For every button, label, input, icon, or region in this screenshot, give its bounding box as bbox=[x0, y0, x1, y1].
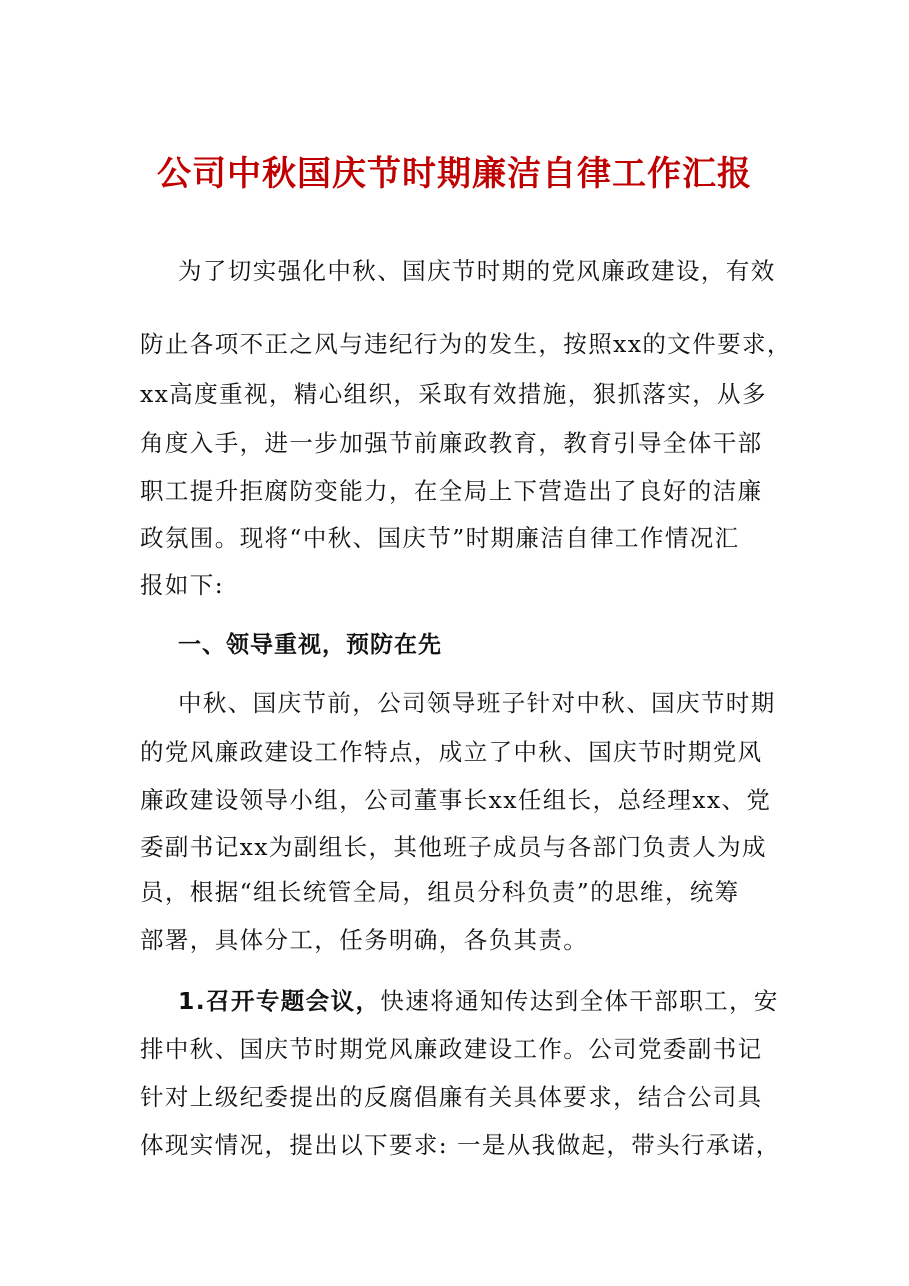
intro-line: xx高度重视，精心组织，采取有效措施，狠抓落实，从多 bbox=[140, 380, 767, 408]
intro-line: 政氛围。现将“中秋、国庆节”时期廉洁自律工作情况汇 bbox=[140, 524, 740, 552]
intro-line: 职工提升拒腐防变能力，在全局上下营造出了良好的洁廉 bbox=[140, 477, 763, 505]
section-line: 的党风廉政建设工作特点，成立了中秋、国庆节时期党风 bbox=[140, 738, 763, 766]
item-line-rest: 快速将通知传达到全体干部职工，安 bbox=[380, 987, 779, 1015]
intro-line: 为了切实强化中秋、国庆节时期的党风廉政建设，有效 bbox=[178, 257, 776, 285]
intro-line: 报如下: bbox=[140, 571, 225, 599]
item-bold-lead: 1.召开专题会议， bbox=[178, 987, 381, 1015]
section-line: 部署，具体分工，任务明确，各负其责。 bbox=[140, 926, 589, 954]
section-line: 员，根据“组长统管全局，组员分科负责”的思维，统筹 bbox=[140, 878, 740, 906]
item-line bbox=[178, 986, 779, 1016]
document-title: 公司中秋国庆节时期廉洁自律工作汇报 bbox=[157, 154, 752, 194]
section-line: 委副书记xx为副组长，其他班子成员与各部门负责人为成 bbox=[140, 833, 767, 861]
section-line: 中秋、国庆节前，公司领导班子针对中秋、国庆节时期 bbox=[178, 689, 776, 717]
item-line: 排中秋、国庆节时期党风廉政建设工作。公司党委副书记 bbox=[140, 1035, 763, 1063]
item-line: 针对上级纪委提出的反腐倡廉有关具体要求，结合公司具 bbox=[140, 1083, 763, 1111]
intro-line: 角度入手，进一步加强节前廉政教育，教育引导全体干部 bbox=[140, 429, 763, 457]
section-line: 廉政建设领导小组，公司董事长xx任组长，总经理xx、党 bbox=[140, 786, 772, 814]
intro-line: 防止各项不正之风与违纪行为的发生，按照xx的文件要求， bbox=[140, 330, 792, 358]
section-heading: 一、领导重视，预防在先 bbox=[178, 632, 442, 658]
item-line: 体现实情况，提出以下要求: 一是从我做起，带头行承诺， bbox=[140, 1131, 781, 1159]
